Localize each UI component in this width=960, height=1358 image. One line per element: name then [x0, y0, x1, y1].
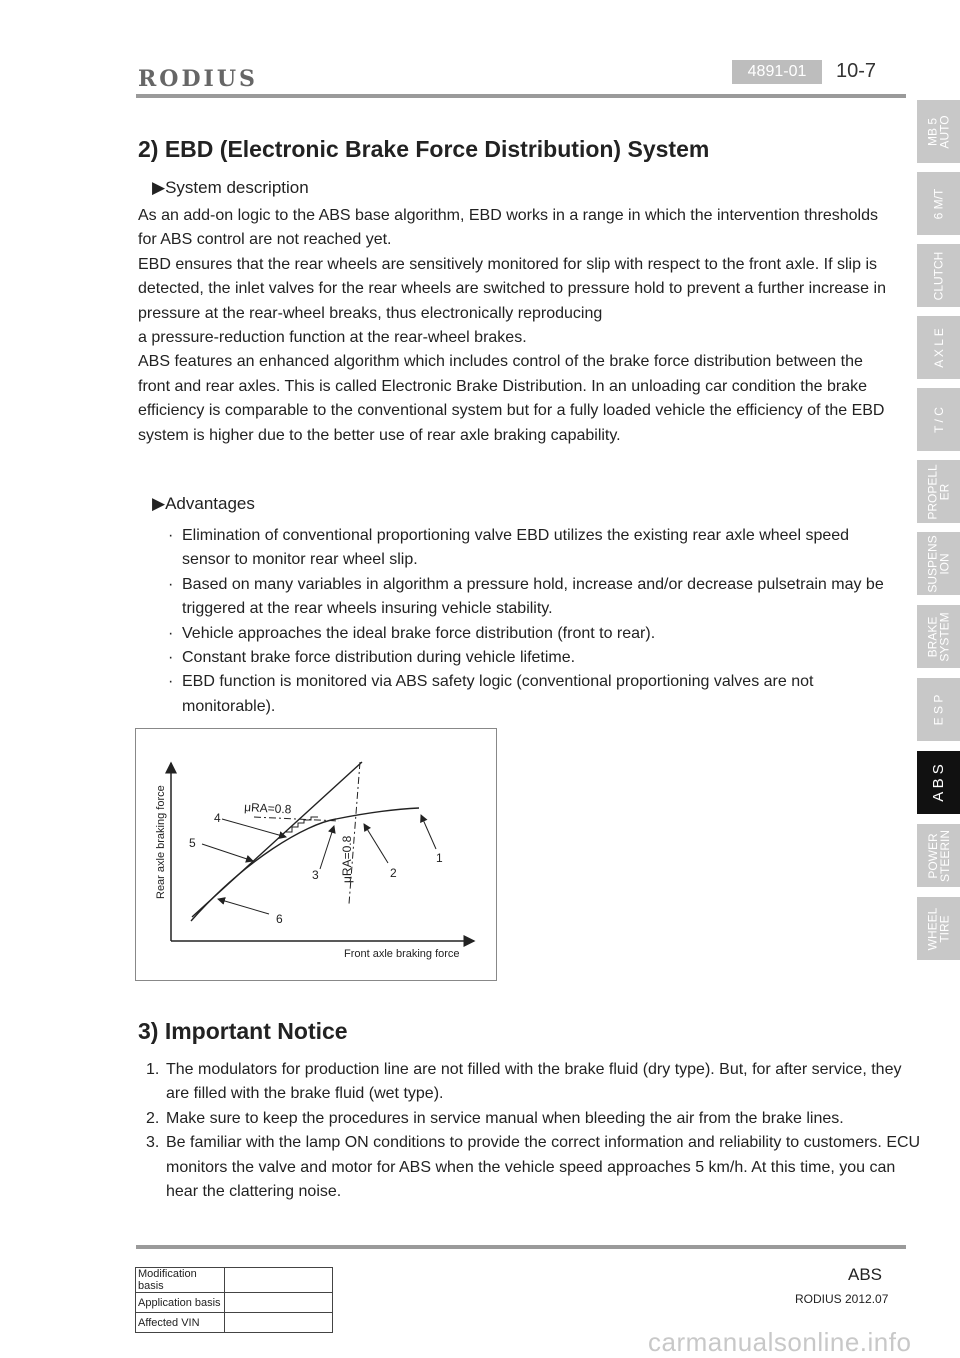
section-3-title: 3) Important Notice	[138, 1018, 348, 1044]
label-6: 6	[276, 912, 283, 926]
x-axis-label: Front axle braking force	[344, 948, 460, 960]
ebd-diagram-svg	[136, 729, 496, 980]
leader-1	[421, 815, 436, 849]
paragraph: ABS features an enhanced algorithm which includes control of the brake force distribution between the front and rear axles. This is called Electronic Brake Distribution. In an unloading car condition the brake efficiency is comparable to the conventional system but for a fully loaded vehicle the efficiency of the EBD system is higher due to the better use of rear axle braking capability.	[138, 353, 885, 444]
y-axis-label: Rear axle braking force	[155, 785, 167, 899]
paragraph: As an add-on logic to the ABS base algorithm, EBD works in a range in which the intervention thresholds for ABS control are not reached yet.	[138, 207, 878, 249]
section-2-title: 2) EBD (Electronic Brake Force Distribution) System	[138, 136, 710, 162]
table-cell: Application basis	[136, 1293, 225, 1313]
leader-3	[320, 826, 334, 869]
item-number: 2.	[146, 1109, 160, 1127]
modification-table	[135, 1267, 333, 1333]
list-item	[160, 524, 900, 573]
tab-mb5-auto[interactable]	[917, 100, 960, 163]
advantage-text: Vehicle approaches the ideal brake force distribution (front to rear).	[182, 624, 656, 642]
list-item	[146, 1058, 926, 1107]
tab-label: T / C	[931, 406, 946, 433]
bullet: ·	[168, 575, 174, 593]
ebd-diagram	[135, 728, 497, 981]
bullet: ·	[168, 649, 174, 667]
list-item	[160, 670, 900, 719]
bullet: ·	[168, 527, 174, 544]
label-4: 4	[214, 811, 221, 825]
leader-5	[202, 844, 253, 861]
tab-label: A B S	[929, 763, 947, 802]
list-item	[146, 1107, 926, 1131]
advantage-text: Elimination of conventional proportioning valve EBD utilizes the existing rear axle wheel speed sensor to monitor rear wheel slip.	[182, 527, 850, 569]
tab-label: MB 5 AUTO	[925, 114, 952, 149]
tab-propeller[interactable]	[917, 460, 960, 523]
tab-label: SUSPENS ION	[925, 534, 952, 593]
system-description-body	[138, 204, 898, 448]
mu-vertical-label: μRA=0.8	[340, 835, 354, 883]
mu-horizontal-line	[254, 817, 339, 821]
leader-4	[222, 819, 286, 837]
rodius-logo: RODIUS	[138, 66, 258, 92]
leader-2	[364, 824, 388, 863]
advantages-list	[160, 524, 900, 719]
paragraph: EBD ensures that the rear wheels are sensitively monitored for slip with respect to the front axle. If slip is detected, the inlet valves for the rear wheels are switched to pressure hold to prevent a further increase in pressure at the rear-wheel breaks, thus electronically reproducing	[138, 255, 886, 322]
tab-abs[interactable]	[917, 751, 960, 814]
item-text: Be familiar with the lamp ON conditions to provide the correct information and reliability to customers. ECU monitors the valve and motor for ABS when the vehicle speed approaches 5 km/h. At this time, you can hear the clattering noise.	[166, 1134, 921, 1201]
notice-list	[146, 1058, 926, 1204]
label-5: 5	[189, 836, 196, 850]
label-2: 2	[390, 866, 397, 880]
tab-label: PROPELL ER	[925, 463, 952, 520]
item-text: Make sure to keep the procedures in service manual when bleeding the air from the brake lines.	[166, 1109, 844, 1127]
header-divider	[136, 94, 906, 98]
list-item	[160, 646, 900, 670]
table-cell: Affected VIN	[136, 1313, 225, 1333]
item-text: The modulators for production line are not filled with the brake fluid (dry type). But, for after service, they are filled with the brake fluid (wet type).	[166, 1061, 902, 1103]
advantage-text: Based on many variables in algorithm a pressure hold, increase and/or decrease pulsetrain may be triggered at the rear wheels insuring vehicle stability.	[182, 575, 884, 618]
table-row	[136, 1293, 333, 1313]
tab-axle[interactable]	[917, 316, 960, 379]
footer-section: ABS	[848, 1265, 883, 1284]
table-cell	[225, 1293, 333, 1313]
ebd-curve	[191, 808, 419, 921]
advantage-text: EBD function is monitored via ABS safety logic (conventional proportioning valves are not monitorable).	[182, 673, 814, 715]
label-1: 1	[436, 851, 443, 865]
tab-label: E S P	[931, 694, 946, 725]
bullet: ·	[168, 673, 174, 691]
tab-esp[interactable]	[917, 678, 960, 741]
list-item	[146, 1131, 926, 1204]
list-item	[160, 573, 900, 622]
advantage-text: Constant brake force distribution during vehicle lifetime.	[182, 649, 576, 667]
tab-label: BRAKE SYSTEM	[925, 611, 952, 662]
item-number: 3.	[146, 1134, 160, 1152]
tab-label: 6 M/T	[931, 188, 946, 219]
bullet: ·	[168, 624, 174, 642]
leader-6	[218, 899, 269, 914]
table-cell: Modification basis	[136, 1268, 225, 1293]
table-cell	[225, 1268, 333, 1293]
table-row	[136, 1313, 333, 1333]
tab-label: WHEEL TIRE	[925, 907, 952, 950]
tab-suspension[interactable]	[917, 532, 960, 595]
paragraph: a pressure-reduction function at the rear-wheel brakes.	[138, 329, 527, 347]
list-item	[160, 622, 900, 646]
item-number: 1.	[146, 1061, 160, 1078]
tab-wheel-tire[interactable]	[917, 897, 960, 960]
watermark: carmanualsonline.info	[648, 1327, 912, 1357]
page-number: 10-7	[836, 60, 877, 82]
tab-clutch[interactable]	[917, 244, 960, 307]
footer-divider	[136, 1245, 906, 1249]
advantages-heading: ▶Advantages	[152, 494, 255, 513]
tab-power-steering[interactable]	[917, 824, 960, 887]
table-row	[136, 1268, 333, 1293]
system-description-heading: ▶System description	[152, 178, 309, 197]
footer-date: RODIUS 2012.07	[795, 1292, 889, 1306]
tab-tc[interactable]	[917, 388, 960, 451]
tab-label: POWER STEERIN	[925, 829, 952, 882]
label-3: 3	[312, 868, 319, 882]
tab-6mt[interactable]	[917, 172, 960, 235]
document-code-badge: 4891-01	[732, 60, 822, 84]
tab-label: A X L E	[931, 327, 946, 368]
tab-brake-system[interactable]	[917, 605, 960, 668]
mu-horizontal-label: μRA=0.8	[243, 800, 292, 817]
table-cell	[225, 1313, 333, 1333]
tab-label: CLUTCH	[931, 251, 946, 300]
